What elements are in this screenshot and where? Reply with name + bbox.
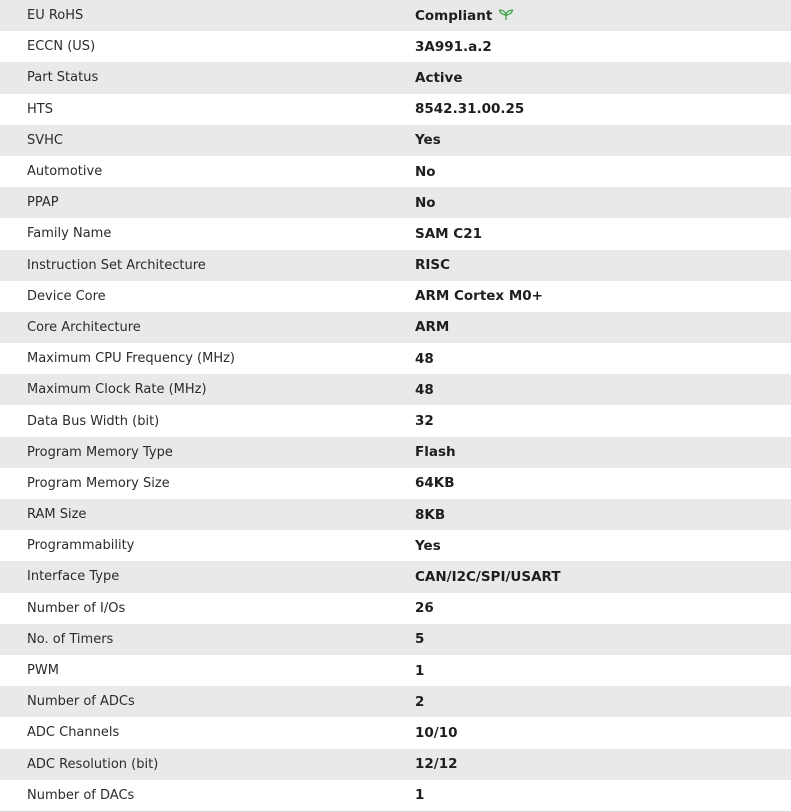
spec-label: Automotive	[27, 164, 103, 180]
spec-label: Data Bus Width (bit)	[27, 413, 160, 429]
table-row	[0, 530, 791, 561]
table-row	[0, 125, 791, 156]
table-row	[0, 94, 791, 125]
spec-value: Flash	[415, 444, 456, 461]
spec-label: Device Core	[27, 288, 106, 304]
spec-value: 48	[415, 350, 434, 367]
table-row	[0, 187, 791, 218]
table-row	[0, 468, 791, 499]
spec-value: 48	[415, 381, 434, 398]
table-row	[0, 624, 791, 655]
spec-label: Part Status	[27, 70, 99, 86]
table-row	[0, 281, 791, 312]
table-row	[0, 31, 791, 62]
spec-value: No	[415, 194, 436, 211]
table-row	[0, 156, 791, 187]
table-row	[0, 749, 791, 780]
table-row	[0, 374, 791, 405]
spec-label: Maximum Clock Rate (MHz)	[27, 382, 207, 398]
spec-value: 26	[415, 600, 434, 617]
spec-label: Number of I/Os	[27, 600, 126, 616]
spec-label: Interface Type	[27, 569, 120, 585]
spec-value: RISC	[415, 257, 451, 274]
spec-value: Yes	[415, 132, 441, 149]
spec-label: ADC Channels	[27, 725, 120, 741]
spec-value	[388, 0, 791, 31]
spec-value: 10/10	[415, 724, 458, 741]
spec-label: PPAP	[27, 195, 59, 211]
spec-label: Instruction Set Architecture	[27, 257, 206, 273]
spec-value: 8KB	[415, 506, 446, 523]
spec-label: No. of Timers	[27, 631, 114, 647]
spec-label: Program Memory Size	[27, 475, 170, 491]
table-row	[0, 0, 791, 31]
table-row	[0, 343, 791, 374]
spec-label: Number of ADCs	[27, 694, 135, 710]
table-row	[0, 499, 791, 530]
spec-label: ADC Resolution (bit)	[27, 756, 159, 772]
spec-label: Family Name	[27, 226, 112, 242]
table-row	[0, 218, 791, 249]
spec-value: 12/12	[415, 756, 458, 773]
table-row	[0, 405, 791, 436]
spec-label: Program Memory Type	[27, 444, 173, 460]
table-row	[0, 62, 791, 93]
spec-value: CAN/I2C/SPI/USART	[415, 568, 561, 585]
spec-value: 64KB	[415, 475, 455, 492]
spec-label: ECCN (US)	[27, 39, 96, 55]
spec-label: EU RoHS	[27, 8, 84, 24]
spec-label: RAM Size	[27, 507, 87, 523]
spec-label: PWM	[27, 663, 59, 679]
spec-label: HTS	[27, 101, 53, 117]
spec-value: No	[415, 163, 436, 180]
spec-value: 1	[415, 662, 425, 679]
table-row	[0, 686, 791, 717]
spec-value: 8542.31.00.25	[415, 101, 525, 118]
table-row	[0, 250, 791, 281]
spec-value: 5	[415, 631, 425, 648]
spec-value: ARM	[415, 319, 450, 336]
spec-value: 32	[415, 413, 434, 430]
spec-value: ARM Cortex M0+	[415, 288, 543, 305]
spec-value: 2	[415, 693, 425, 710]
spec-value-text: Compliant	[415, 7, 493, 24]
spec-label: Core Architecture	[27, 319, 141, 335]
spec-label: SVHC	[27, 132, 63, 148]
spec-value: 1	[415, 787, 425, 804]
table-row	[0, 717, 791, 748]
table-row	[0, 561, 791, 592]
table-row	[0, 312, 791, 343]
spec-label: Number of DACs	[27, 787, 135, 803]
spec-label: Maximum CPU Frequency (MHz)	[27, 351, 235, 367]
table-row	[0, 655, 791, 686]
spec-value: 3A991.a.2	[415, 38, 492, 55]
spec-value: Active	[415, 69, 463, 86]
table-row	[0, 593, 791, 624]
spec-value: SAM C21	[415, 225, 482, 242]
spec-value: Yes	[415, 537, 441, 554]
table-row	[0, 780, 791, 811]
spec-label: Programmability	[27, 538, 135, 554]
leaf-icon	[498, 9, 514, 21]
table-row	[0, 437, 791, 468]
